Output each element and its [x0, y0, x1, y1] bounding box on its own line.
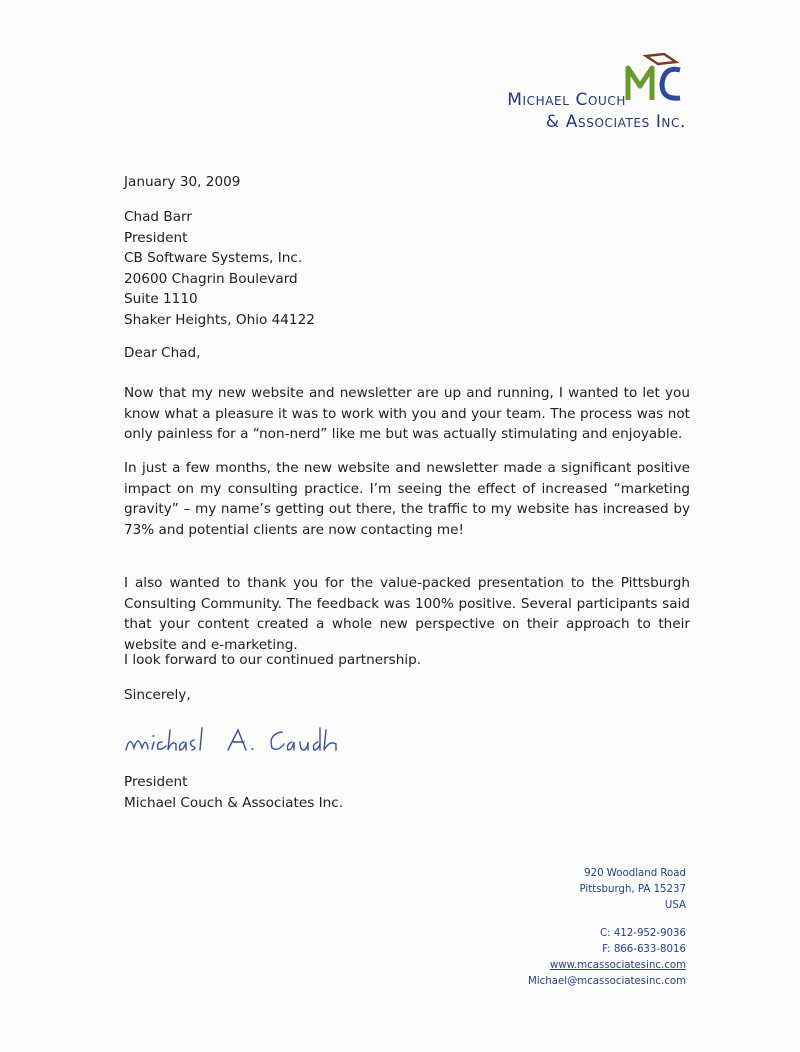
footer-address — [580, 866, 687, 914]
footer-street: 920 Woodland Road — [584, 868, 686, 879]
letterhead-company: & Associates Inc. — [545, 112, 686, 132]
paragraph-1: Now that my new website and newsletter are up and running, I wanted to let you know what a pleasure it was to work with you and your team. The process was not only painless for a “non-nerd” like me but was actually stimulating and enjoyable. — [124, 385, 690, 442]
recipient-address — [124, 207, 690, 330]
letter-date: January 30, 2009 — [124, 174, 241, 190]
recipient-name: Chad Barr — [124, 209, 192, 225]
paragraph-3: I also wanted to thank you for the value-packed presentation to the Pittsburgh Consulting Community. The feedback was 100% positive. Several participants said that your content created a whole new perspective on their approach to their website and e-marketing. — [124, 575, 690, 653]
recipient-suite: Suite 1110 — [124, 291, 198, 307]
signer-company: Michael Couch & Associates Inc. — [124, 794, 344, 811]
footer-country: USA — [664, 900, 686, 911]
handwritten-signature — [122, 722, 362, 762]
signer-title: President — [124, 774, 188, 790]
signer-block — [124, 772, 690, 813]
footer-email[interactable]: Michael@mcassociatesinc.com — [528, 976, 686, 987]
paragraph-4: I look forward to our continued partnership. — [124, 652, 422, 668]
paragraph-2: In just a few months, the new website and newsletter made a significant positive impact on my consulting practice. I’m seeing the effect of increased “marketing gravity” – my name’s getting out there, the traffic to my website has increased by 73% and potential clients are now contacting me! — [124, 460, 690, 538]
closing: Sincerely, — [124, 687, 191, 703]
footer-phone: C: 412-952-9036 — [600, 928, 686, 939]
mc-monogram-icon — [624, 52, 686, 112]
footer-website-link[interactable]: www.mcassociatesinc.com — [549, 960, 686, 971]
footer-city: Pittsburgh, PA 15237 — [579, 884, 686, 895]
recipient-city: Shaker Heights, Ohio 44122 — [124, 311, 315, 328]
recipient-title: President — [124, 229, 188, 246]
recipient-street: 20600 Chagrin Boulevard — [124, 270, 298, 287]
footer-fax: F: 866-633-8016 — [602, 944, 686, 955]
recipient-company: CB Software Systems, Inc. — [124, 250, 303, 266]
letterhead-name: Michael Couch — [507, 90, 626, 110]
salutation: Dear Chad, — [124, 345, 201, 361]
footer-contact — [528, 926, 686, 990]
letterhead-logo — [470, 52, 700, 132]
